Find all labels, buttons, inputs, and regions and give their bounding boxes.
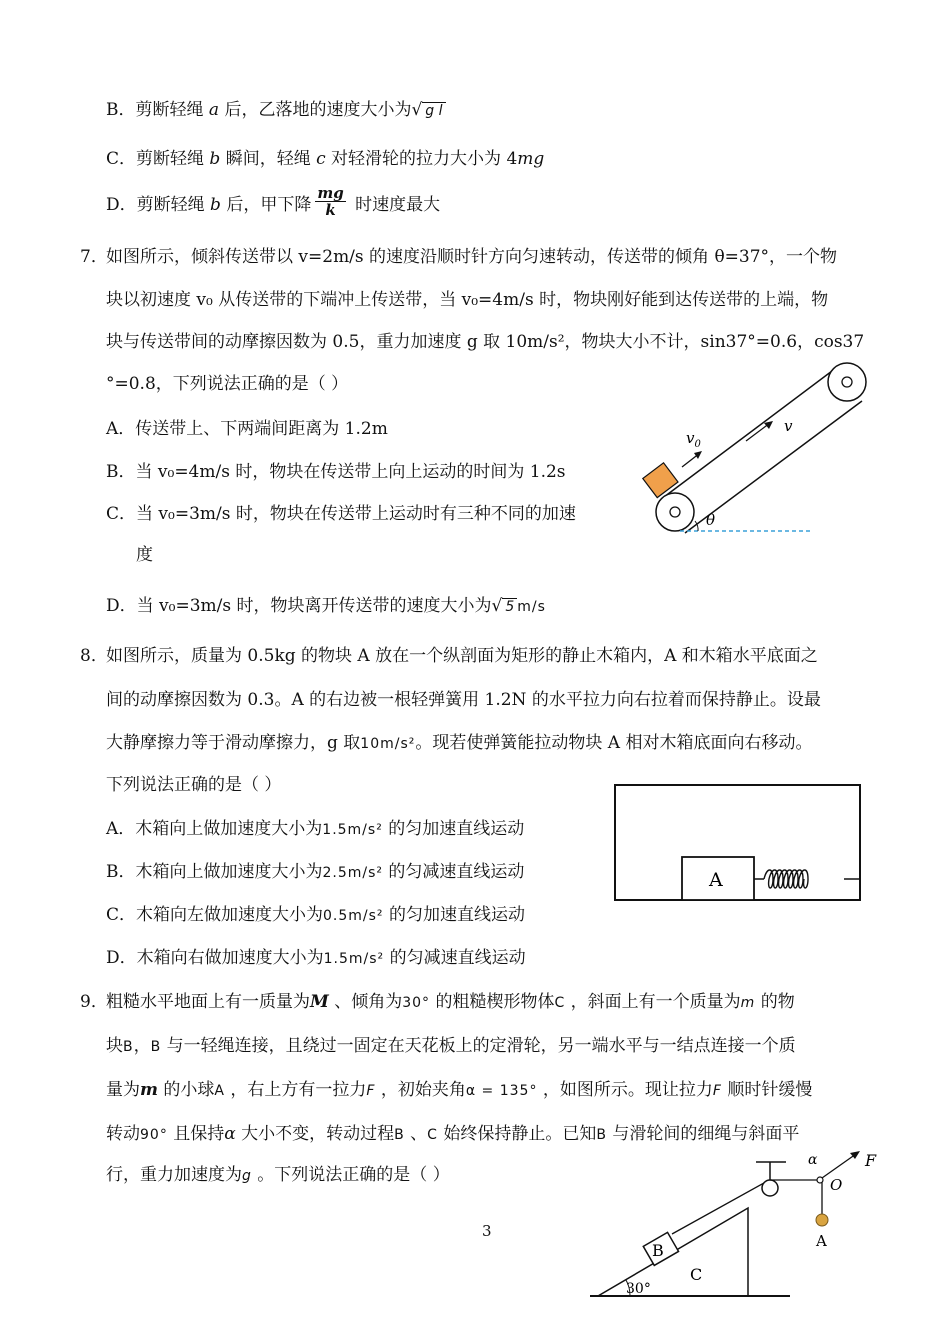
v-arrowhead: [764, 421, 773, 429]
ball-a-label: A: [816, 1232, 827, 1250]
q7-number: 7．: [80, 247, 108, 267]
force-f-arrow: [822, 1154, 856, 1178]
q9-line-5: 行，重力加速度为g 。下列说法正确的是（ ）: [106, 1165, 450, 1185]
angle-label: 30°: [626, 1281, 651, 1297]
block-a-label: A: [709, 869, 723, 891]
q8-line-3: 大静摩擦力等于滑动摩擦力，g 取10m/s²。现若使弹簧能拉动物块 A 相对木箱底面向右移动。: [106, 733, 813, 753]
q8-option-c: C．木箱向左做加速度大小为0.5m/s² 的匀加速直线运动: [106, 905, 525, 925]
q8-option-a: A．木箱向上做加速度大小为1.5m/s² 的匀加速直线运动: [106, 819, 525, 839]
q9-wedge-figure: [590, 1148, 890, 1300]
q7-line-2: 块以初速度 v₀ 从传送带的下端冲上传送带，当 v₀=4m/s 时，物块刚好能到达传送带的上端，物: [106, 290, 829, 310]
force-f-label: F: [865, 1151, 877, 1170]
v0-arrowhead: [694, 451, 702, 459]
q8-option-d: D．木箱向右做加速度大小为1.5m/s² 的匀减速直线运动: [106, 948, 526, 968]
knot-o-label: O: [830, 1176, 843, 1194]
top-pulley-axle: [842, 377, 852, 387]
q7-option-a: A．传送带上、下两端间距离为 1.2m: [106, 419, 388, 439]
q7-line-4: °=0.8，下列说法正确的是（ ）: [106, 374, 349, 394]
q7-option-c-cont: 度: [136, 545, 153, 565]
bottom-pulley-axle: [670, 507, 680, 517]
q9-line-4: 转动90° 且保持α 大小不变，转动过程B 、C 始终保持静止。已知B 与滑轮间的细绳与斜面平: [106, 1124, 800, 1144]
q6-option-b: B．剪断轻绳 a 后，乙落地的速度大小为√ g l: [106, 98, 446, 123]
theta-label: θ: [706, 511, 716, 529]
q7-option-c: C．当 v₀=3m/s 时，物块在传送带上运动时有三种不同的加速: [106, 504, 576, 524]
q9-line-3: 量为m 的小球A ，右上方有一拉力F ，初始夹角α = 135° ，如图所示。现让拉力F 顺时针缓慢: [106, 1080, 813, 1100]
q8-option-b: B．木箱向上做加速度大小为2.5m/s² 的匀减速直线运动: [106, 862, 525, 882]
q8-line-1: 如图所示，质量为 0.5kg 的物块 A 放在一个纵剖面为矩形的静止木箱内，A 和木箱水平底面之: [106, 646, 818, 666]
sqrt-5: √ 5: [492, 594, 518, 619]
q7-line-3: 块与传送带间的动摩擦因数为 0.5，重力加速度 g 取 10m/s²，物块大小不计，sin37°=0.6，cos37: [106, 332, 865, 352]
pulley: [762, 1180, 778, 1196]
q9-number: 9．: [80, 992, 108, 1012]
sqrt-gl: √ g l: [411, 98, 445, 123]
q7-conveyor-figure: [640, 355, 890, 545]
q8-line-2: 间的动摩擦因数为 0.3。A 的右边被一根轻弹簧用 1.2N 的水平拉力向右拉着而保持静止。设最: [106, 690, 821, 710]
v0-label: $v_0$: [686, 429, 701, 450]
q8-line-4: 下列说法正确的是（ ）: [106, 775, 282, 795]
q7-option-d: D．当 v₀=3m/s 时，物块离开传送带的速度大小为√ 5 m/s: [106, 594, 546, 619]
g-value: 10m/s²: [360, 736, 416, 752]
q8-number: 8．: [80, 646, 108, 666]
q7-line-1: 如图所示，倾斜传送带以 v=2m/s 的速度沿顺时针方向匀速转动，传送带的倾角 θ=37°，一个物: [106, 247, 838, 267]
q8-box-figure: [612, 782, 864, 904]
q6-option-c: C．剪断轻绳 b 瞬间，轻绳 c 对轻滑轮的拉力大小为 4mg: [106, 149, 545, 169]
alpha-label: α: [808, 1152, 818, 1168]
page-number: 3: [482, 1222, 492, 1240]
fraction-mg-over-k: $\frac{mg}{k}$: [317, 184, 344, 219]
q6-option-d: D．剪断轻绳 b 后，甲下降 $\frac{mg}{k}$ 时速度最大: [106, 184, 441, 219]
ball-a: [816, 1214, 828, 1226]
q9-line-1: 粗糙水平地面上有一质量为M 、倾角为30° 的粗糙楔形物体C ，斜面上有一个质量为m 的物: [106, 992, 795, 1012]
wedge-c-label: C: [690, 1265, 703, 1284]
q7-option-b: B．当 v₀=4m/s 时，物块在传送带上向上运动的时间为 1.2s: [106, 462, 566, 482]
q9-line-2: 块B，B 与一轻绳连接，且绕过一固定在天花板上的定滑轮，另一端水平与一结点连接一个质: [106, 1036, 796, 1056]
v-label: v: [784, 417, 793, 435]
block-b-label: B: [652, 1241, 664, 1260]
